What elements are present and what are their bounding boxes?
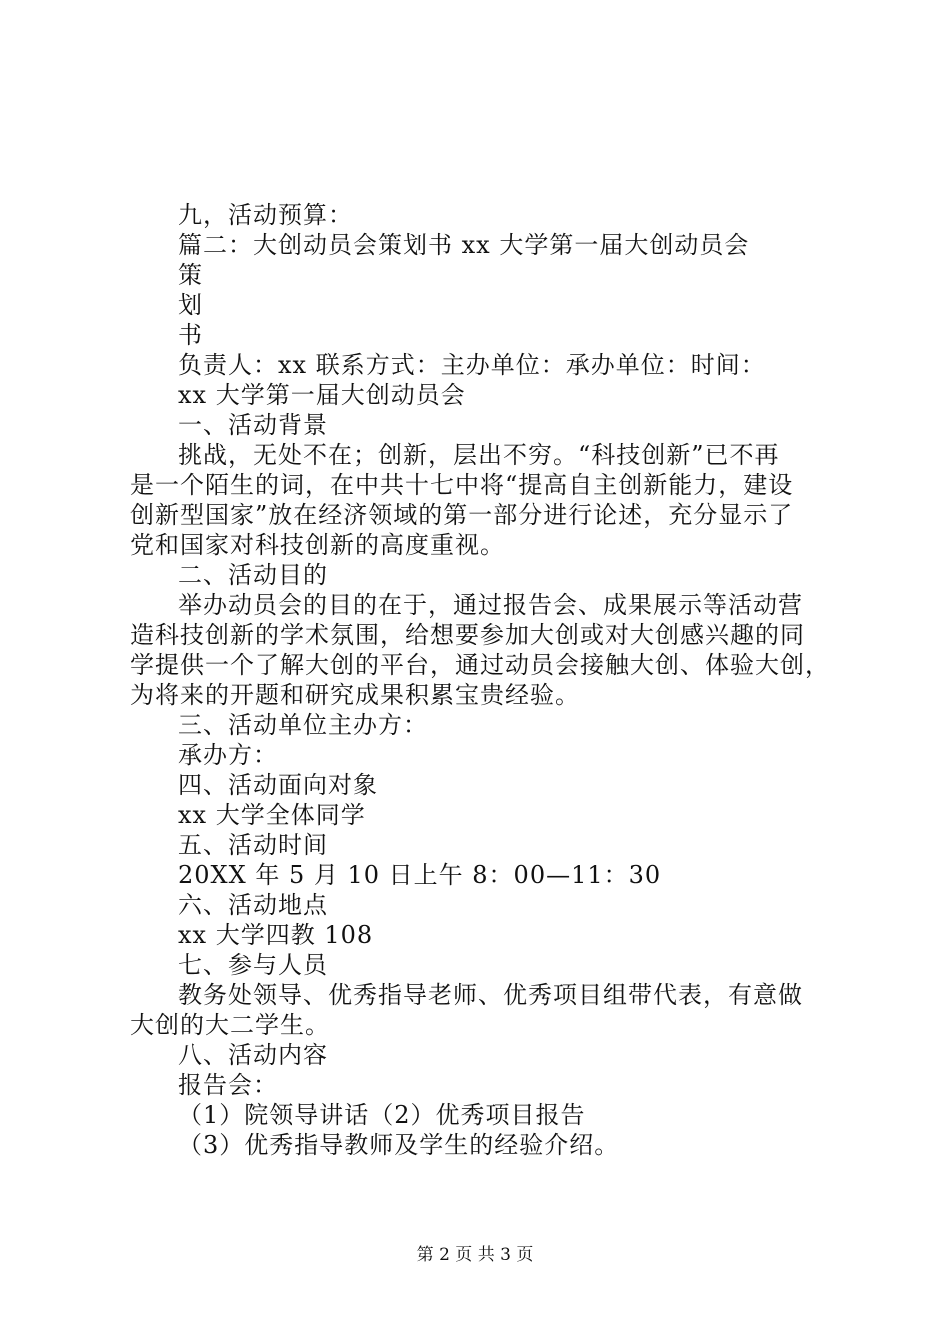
background-line-2: 是一个陌生的词，在中共十七中将“提高自主创新能力，建设	[130, 471, 794, 499]
purpose-line-3: 学提供一个了解大创的平台，通过动员会接触大创、体验大创，	[130, 651, 830, 679]
purpose-line-1: 举办动员会的目的在于，通过报告会、成果展示等活动营	[178, 591, 803, 619]
organizer-heading: 三、活动单位主办方：	[178, 711, 428, 739]
audience-heading: 四、活动面向对象	[178, 771, 378, 799]
participants-line-2: 大创的大二学生。	[130, 1011, 330, 1039]
agenda-item-2: （3）优秀指导教师及学生的经验介绍。	[178, 1131, 620, 1159]
budget-heading: 九，活动预算：	[178, 201, 353, 229]
participants-heading: 七、参与人员	[178, 951, 328, 979]
location-heading: 六、活动地点	[178, 891, 328, 919]
title-char-3: 书	[178, 321, 203, 349]
agenda-item-1: （1）院领导讲话（2）优秀项目报告	[178, 1101, 586, 1129]
background-line-1: 挑战，无处不在；创新，层出不穷。“科技创新”已不再	[178, 441, 780, 469]
section-title: 篇二：大创动员会策划书 xx 大学第一届大创动员会	[178, 231, 750, 259]
time-heading: 五、活动时间	[178, 831, 328, 859]
location-value: xx 大学四教 108	[178, 921, 374, 949]
content-heading: 八、活动内容	[178, 1041, 328, 1069]
background-line-4: 党和国家对科技创新的高度重视。	[130, 531, 505, 559]
event-name: xx 大学第一届大创动员会	[178, 381, 466, 409]
purpose-line-4: 为将来的开题和研究成果积累宝贵经验。	[130, 681, 580, 709]
time-value: 20XX 年 5 月 10 日上午 8：00—11：30	[178, 861, 662, 889]
report-meeting-label: 报告会：	[178, 1071, 278, 1099]
document-body	[130, 200, 835, 1160]
background-line-3: 创新型国家”放在经济领域的第一部分进行论述，充分显示了	[130, 501, 794, 529]
contact-line: 负责人：xx 联系方式：主办单位：承办单位：时间：	[178, 351, 766, 379]
purpose-line-2: 造科技创新的学术氛围，给想要参加大创或对大创感兴趣的同	[130, 621, 805, 649]
title-char-1: 策	[178, 261, 203, 289]
audience-value: xx 大学全体同学	[178, 801, 366, 829]
page-footer: 第 2 页 共 3 页	[416, 1245, 534, 1265]
participants-line-1: 教务处领导、优秀指导老师、优秀项目组带代表，有意做	[178, 981, 803, 1009]
co-organizer-line: 承办方：	[178, 741, 278, 769]
title-char-2: 划	[178, 291, 203, 319]
purpose-heading: 二、活动目的	[178, 561, 328, 589]
background-heading: 一、活动背景	[178, 411, 328, 439]
